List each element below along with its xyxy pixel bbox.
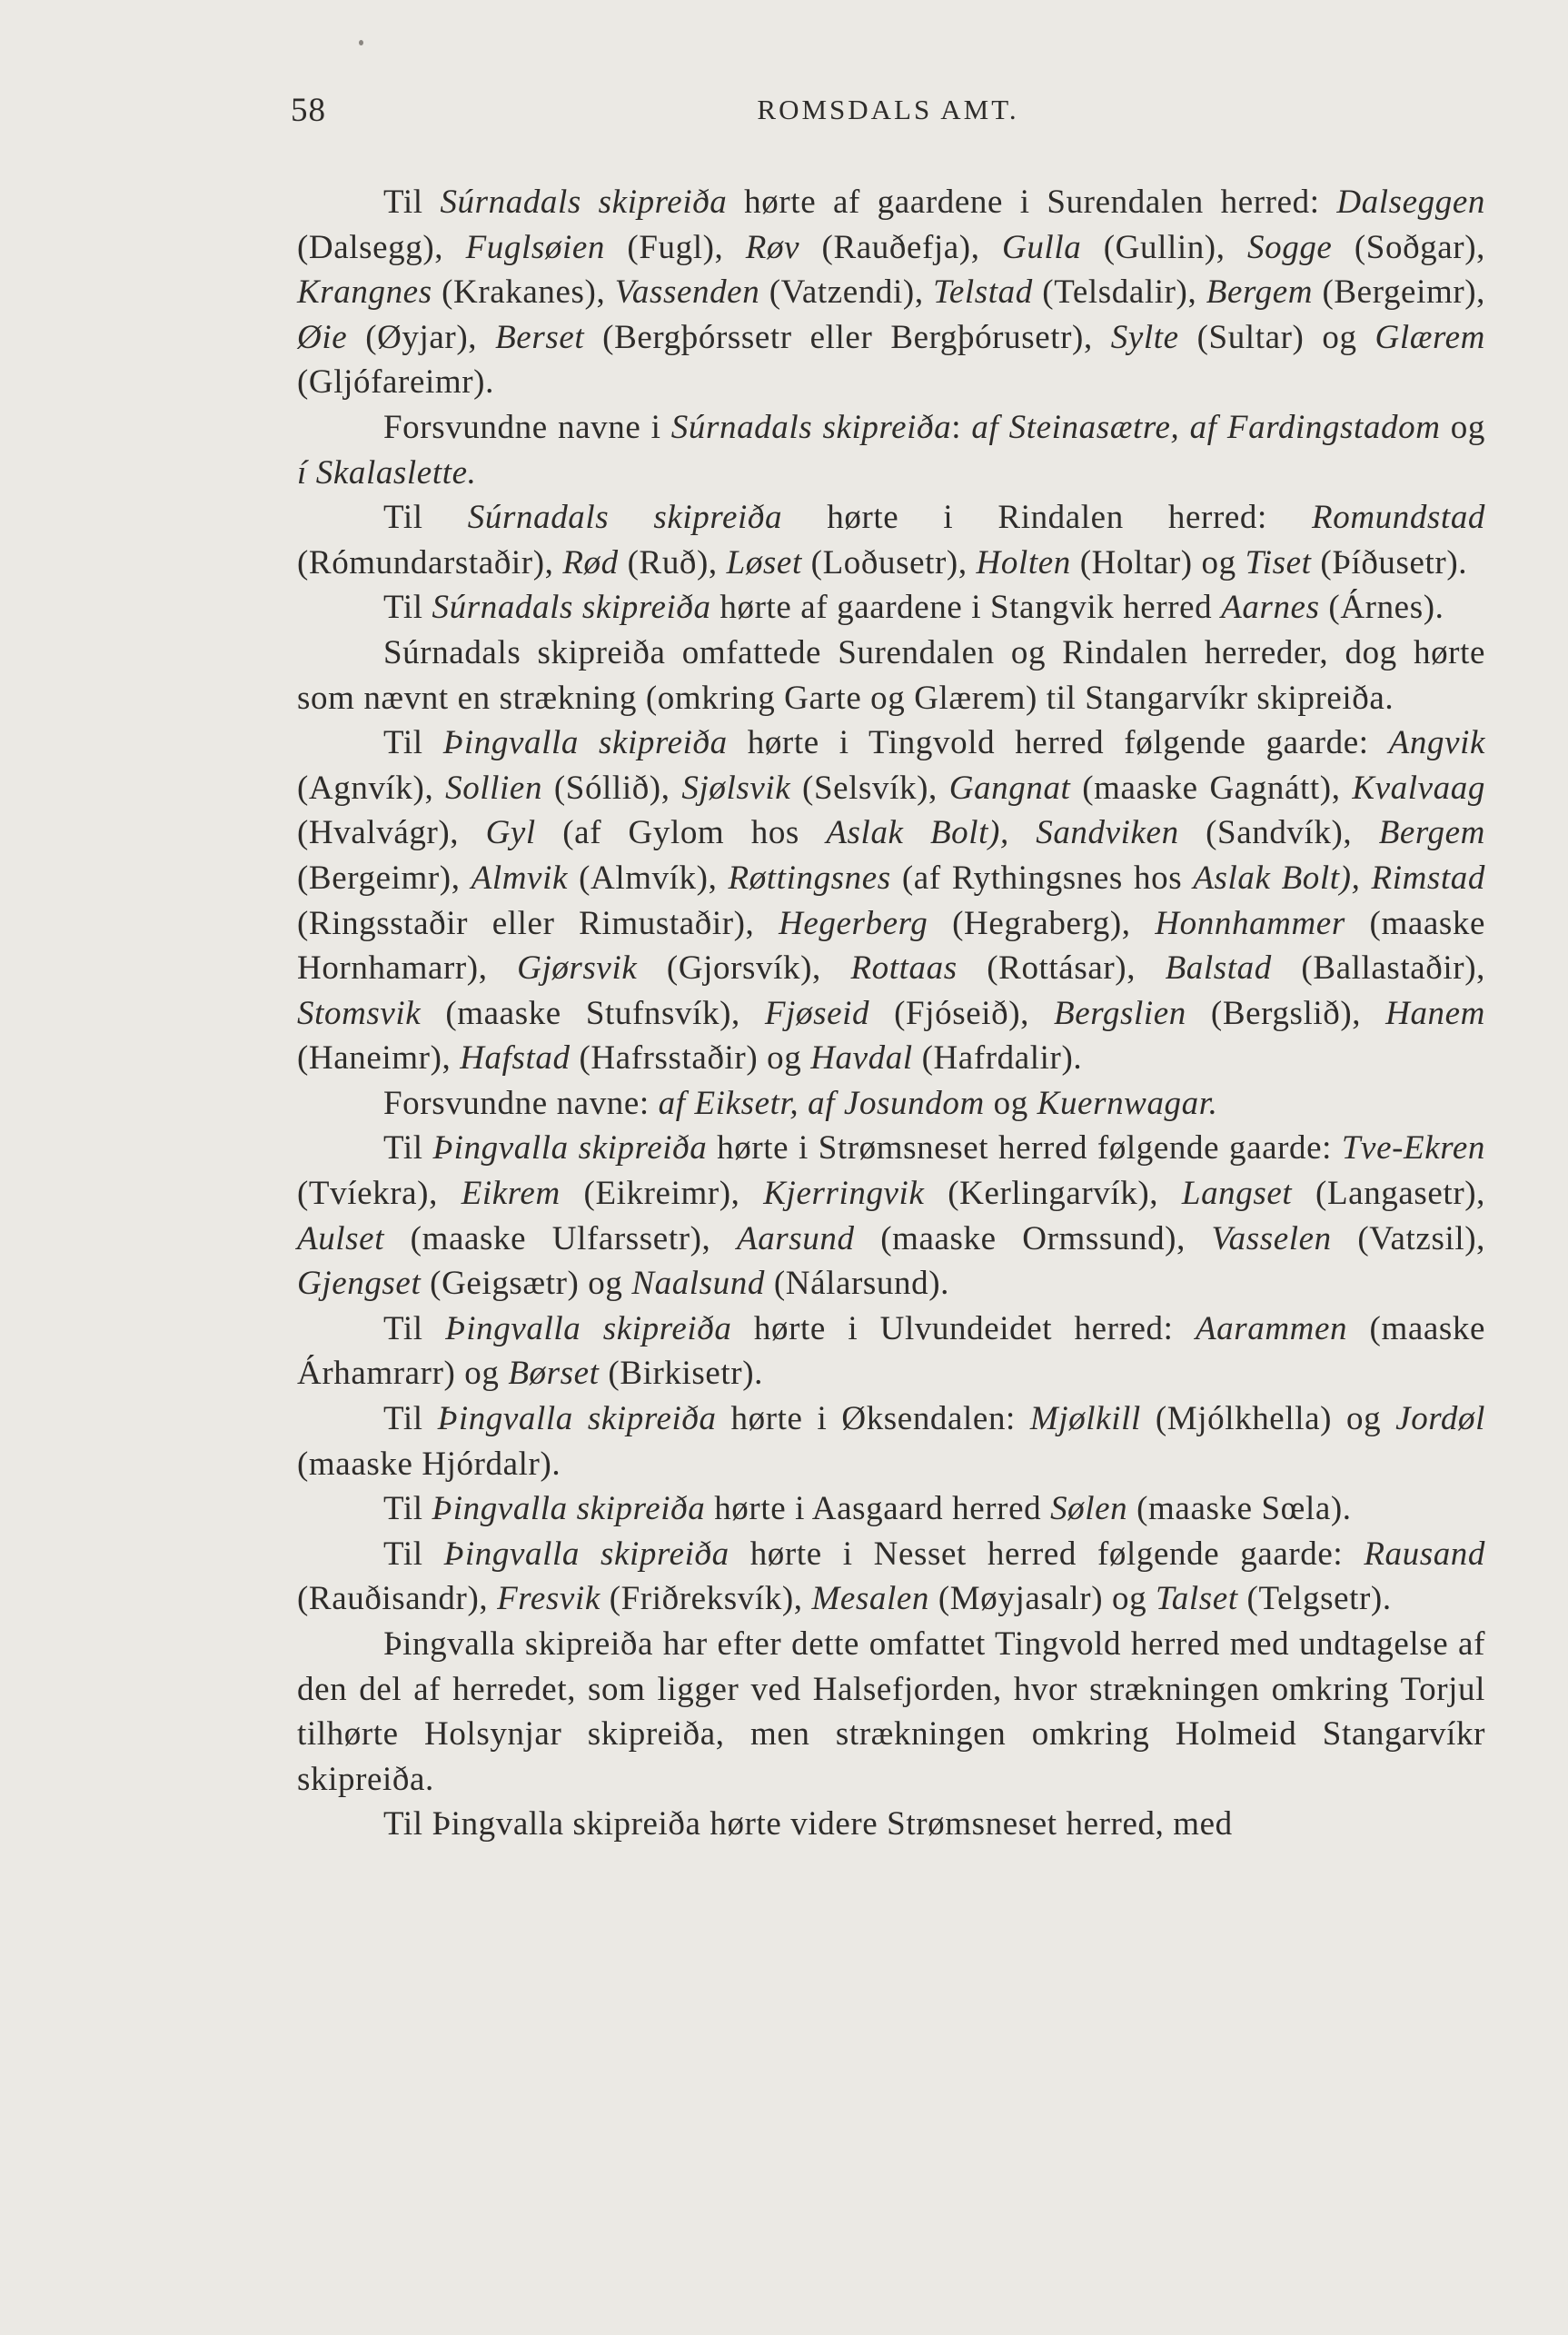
italic-run: Tve-Ekren (1341, 1129, 1485, 1168)
italic-run: Aslak Bolt), Sandviken (826, 814, 1179, 852)
paragraph (297, 720, 1485, 1081)
text-run: (maaske Sœla). (1127, 1490, 1352, 1528)
italic-run: Vasselen (1211, 1219, 1332, 1257)
italic-run: af Steinasætre, af Fardingstadom (971, 408, 1441, 446)
italic-run: Hanem (1385, 994, 1486, 1032)
italic-run: Þingvalla skipreiða (445, 1309, 732, 1347)
italic-run: Glærem (1374, 318, 1485, 356)
text-run: (Loðusetr), (801, 543, 977, 581)
italic-run: Sogge (1247, 228, 1333, 266)
italic-run: Romundstad (1312, 499, 1486, 537)
text-run: (Møyjasalr) og (929, 1580, 1156, 1618)
text-run: hørte i Rindalen herred: (782, 499, 1313, 537)
italic-run: Rottaas (850, 949, 958, 988)
text-run: (Rauðefja), (799, 228, 1003, 266)
italic-run: Fuglsøien (465, 228, 605, 266)
text-run: (Gjorsvík), (637, 949, 851, 988)
italic-run: Holten (976, 543, 1071, 581)
italic-run: Þingvalla skipreiða (443, 1535, 729, 1573)
italic-run: Berset (495, 318, 585, 356)
paragraph (297, 1396, 1485, 1486)
paragraph (297, 585, 1485, 631)
text-run: (Rómundarstaðir), (297, 543, 563, 581)
text-run: (Agnvík), (297, 769, 446, 807)
text-run: (maaske Hjórdalr). (297, 1445, 561, 1483)
text-run: (af Gylom hos (535, 814, 827, 852)
text-run: (Selsvík), (790, 769, 949, 807)
text-run: (Dalsegg), (297, 228, 466, 266)
italic-run: Sjølsvik (681, 769, 791, 807)
text-run: hørte i Strømsneset herred følgende gaarde: (707, 1129, 1342, 1168)
italic-run: Súrnadals skipreiða (467, 499, 783, 537)
text-run: (Hegraberg), (928, 904, 1156, 942)
text-run: Til (383, 1535, 444, 1573)
text-run: hørte af gaardene i Stangvik herred (710, 589, 1222, 627)
italic-run: Tiset (1245, 543, 1312, 581)
text-run: (maaske Hornhamarr), (297, 904, 1485, 988)
paragraph (297, 1081, 1485, 1127)
text-run: Þingvalla skipreiða har efter dette omfattet Tingvold herred med undtagelse af den del af herredet, som ligger ved Halsefjorden, hvor strækningen omkring Torjul tilhørte Holsynjar skipreiða, men strækningen omkring Holmeid Stangarvíkr skipreiða. (297, 1625, 1485, 1798)
paragraph (297, 1802, 1485, 1847)
italic-run: Honnhammer (1155, 904, 1345, 942)
text-run: (Øyjar), (347, 318, 496, 356)
italic-run: Rød (562, 543, 619, 581)
text-run: hørte i Øksendalen: (716, 1400, 1030, 1438)
text-run: (Holtar) og (1070, 543, 1245, 581)
text-run: (Bergslið), (1186, 994, 1386, 1032)
italic-run: Gjørsvik (517, 949, 638, 988)
italic-run: Løset (726, 543, 802, 581)
italic-run: Þingvalla skipreiða (432, 1129, 708, 1168)
italic-run: Þingvalla skipreiða (437, 1400, 717, 1438)
paragraph (297, 631, 1485, 720)
text-run: (Friðreksvík), (600, 1580, 812, 1618)
text-run: (af Rythingsnes hos (890, 859, 1194, 897)
text-run: og (1440, 408, 1486, 446)
italic-run: Bergem (1206, 273, 1314, 312)
italic-run: Dalseggen (1336, 184, 1486, 221)
italic-run: Súrnadals skipreiða (670, 408, 952, 446)
text-run: (Kerlingarvík), (924, 1175, 1182, 1213)
paragraph (297, 1622, 1485, 1802)
italic-run: Kuernwagar. (1037, 1084, 1218, 1122)
text-run: (Gljófareimr). (297, 363, 494, 402)
italic-run: Hegerberg (779, 904, 928, 942)
text-run: Til (383, 184, 441, 221)
text-run: Til (383, 724, 443, 762)
text-run: Til (383, 1400, 438, 1438)
italic-run: Bergem (1378, 814, 1485, 852)
italic-run: Aulset (297, 1219, 385, 1257)
italic-run: Gangnat (948, 769, 1071, 807)
text-run: (Gullin), (1081, 228, 1248, 266)
text-run: (Sandvík), (1178, 814, 1379, 852)
text-run: (Krakanes), (432, 273, 615, 312)
italic-run: Angvik (1388, 724, 1485, 762)
text-run: (Haneimr), (297, 1039, 461, 1078)
paragraph (297, 495, 1485, 585)
text-run: (Ballastaðir), (1271, 949, 1485, 988)
text-run: (Vatzendi), (759, 273, 934, 312)
text-run: (Sultar) og (1178, 318, 1375, 356)
italic-run: Talset (1156, 1580, 1238, 1618)
italic-run: Børset (508, 1355, 600, 1393)
text-run: Súrnadals skipreiða omfattede Surendalen og Rindalen herreder, dog hørte som nævnt en strækning (omkring Garte og Glærem) til Stangarvíkr skipreiða. (297, 633, 1485, 717)
italic-run: Sølen (1050, 1490, 1128, 1528)
text-run: (maaske Ormssund), (854, 1219, 1212, 1257)
text-run: Til Þingvalla skipreiða hørte videre Strømsneset herred, med (383, 1805, 1233, 1843)
italic-run: Mjølkill (1029, 1400, 1141, 1438)
text-run: og (984, 1084, 1037, 1122)
italic-run: Telstad (933, 273, 1033, 312)
italic-run: Vassenden (614, 273, 760, 312)
paper-speck (359, 40, 363, 45)
text-run: Til (383, 499, 468, 537)
text-run: (maaske Gagnátt), (1070, 769, 1353, 807)
italic-run: Gyl (485, 814, 536, 852)
italic-run: Aslak Bolt), Rimstad (1193, 859, 1486, 897)
italic-run: Naalsund (631, 1265, 765, 1303)
text-body (297, 180, 1485, 1847)
italic-run: í Skalaslette. (297, 453, 477, 492)
text-run: hørte i Tingvold herred følgende gaarde: (727, 724, 1389, 762)
italic-run: Fjøseid (764, 994, 870, 1032)
text-run: hørte i Nesset herred følgende gaarde: (729, 1535, 1365, 1573)
italic-run: Bergslien (1054, 994, 1186, 1032)
italic-run: Mesalen (811, 1580, 929, 1618)
text-run: (Eikreimr), (560, 1175, 764, 1213)
italic-run: Hafstad (460, 1039, 571, 1078)
text-run: (maaske Stufnsvík), (421, 994, 765, 1032)
text-run: (Nálarsund). (765, 1265, 950, 1303)
paragraph (297, 1486, 1485, 1532)
text-run: (Ruð), (618, 543, 727, 581)
italic-run: Aarsund (737, 1219, 855, 1257)
text-run: (Mjólkhella) og (1140, 1400, 1396, 1438)
running-head: ROMSDALS AMT. (757, 94, 1019, 125)
italic-run: Súrnadals skipreiða (432, 589, 711, 627)
text-run: (Bergeimr), (297, 859, 471, 897)
italic-run: Rausand (1364, 1535, 1486, 1573)
italic-run: Jordøl (1395, 1400, 1485, 1438)
italic-run: Kjerringvik (763, 1175, 925, 1213)
italic-run: Súrnadals skipreiða (440, 184, 728, 221)
paragraph (297, 1532, 1485, 1622)
italic-run: Sylte (1110, 318, 1179, 356)
text-run: (Þíðusetr). (1311, 543, 1468, 581)
text-run: hørte i Aasgaard herred (705, 1490, 1051, 1528)
text-run: (Ringsstaðir eller Rimustaðir), (297, 904, 779, 942)
text-run: (Geigsætr) og (421, 1265, 632, 1303)
text-run: (Fugl), (604, 228, 746, 266)
italic-run: Stomsvik (297, 994, 422, 1032)
text-run: Til (383, 1490, 432, 1528)
italic-run: Krangnes (297, 273, 432, 312)
italic-run: Aarammen (1195, 1309, 1348, 1347)
text-run: (Hafrdalir). (912, 1039, 1083, 1078)
text-run: hørte af gaardene i Surendalen herred: (727, 184, 1337, 221)
paragraph (297, 405, 1485, 495)
italic-run: Røv (745, 228, 800, 266)
text-run: (Telgsetr). (1237, 1580, 1392, 1618)
text-run: (Rottásar), (957, 949, 1166, 988)
italic-run: Havdal (810, 1039, 913, 1078)
italic-run: Þingvalla skipreiða (432, 1490, 706, 1528)
text-run: (Hvalvágr), (297, 814, 486, 852)
text-run: (Bergþórssetr eller Bergþórusetr), (584, 318, 1111, 356)
text-run: (Birkisetr). (599, 1355, 763, 1393)
italic-run: Balstad (1165, 949, 1272, 988)
italic-run: Gjengset (297, 1265, 422, 1303)
text-run: (Fjóseið), (869, 994, 1055, 1032)
italic-run: Gulla (1002, 228, 1082, 266)
paragraph (297, 1126, 1485, 1306)
italic-run: Þingvalla skipreiða (442, 724, 728, 762)
page-number: 58 (291, 92, 326, 129)
text-run: (Rauðisandr), (297, 1580, 498, 1618)
italic-run: Røttingsnes (728, 859, 891, 897)
text-run: (Sóllið), (542, 769, 682, 807)
text-run: Til (383, 589, 432, 627)
text-run: (maaske Ulfarssetr), (384, 1219, 737, 1257)
text-run: Til (383, 1309, 446, 1347)
italic-run: Øie (297, 318, 348, 356)
text-run: (Vatzsil), (1331, 1219, 1485, 1257)
text-run: (Árnes). (1319, 589, 1444, 627)
italic-run: af Eiksetr, af Josundom (658, 1084, 985, 1122)
text-run: : (951, 408, 972, 446)
text-run: (Langasetr), (1292, 1175, 1486, 1213)
italic-run: Almvik (471, 859, 568, 897)
italic-run: Fresvik (497, 1580, 600, 1618)
text-run: hørte i Ulvundeidet herred: (731, 1309, 1196, 1347)
paragraph (297, 180, 1485, 405)
paragraph (297, 1307, 1485, 1396)
text-run: (Hafrsstaðir) og (570, 1039, 811, 1078)
italic-run: Sollien (445, 769, 543, 807)
text-run: (Bergeimr), (1313, 273, 1486, 312)
text-run: Til (383, 1129, 433, 1168)
text-run: (Soðgar), (1332, 228, 1485, 266)
italic-run: Aarnes (1221, 589, 1320, 627)
text-run: (maaske Árhamrarr) og (297, 1309, 1485, 1393)
text-run: Forsvundne navne: (383, 1084, 659, 1122)
italic-run: Langset (1181, 1175, 1293, 1213)
text-run: (Tvíekra), (297, 1175, 461, 1213)
text-run: (Almvík), (567, 859, 729, 897)
page-header (291, 91, 1485, 136)
italic-run: Eikrem (461, 1175, 561, 1213)
italic-run: Kvalvaag (1352, 769, 1485, 807)
text-run: Forsvundne navne i (383, 408, 671, 446)
text-run: (Telsdalir), (1032, 273, 1206, 312)
